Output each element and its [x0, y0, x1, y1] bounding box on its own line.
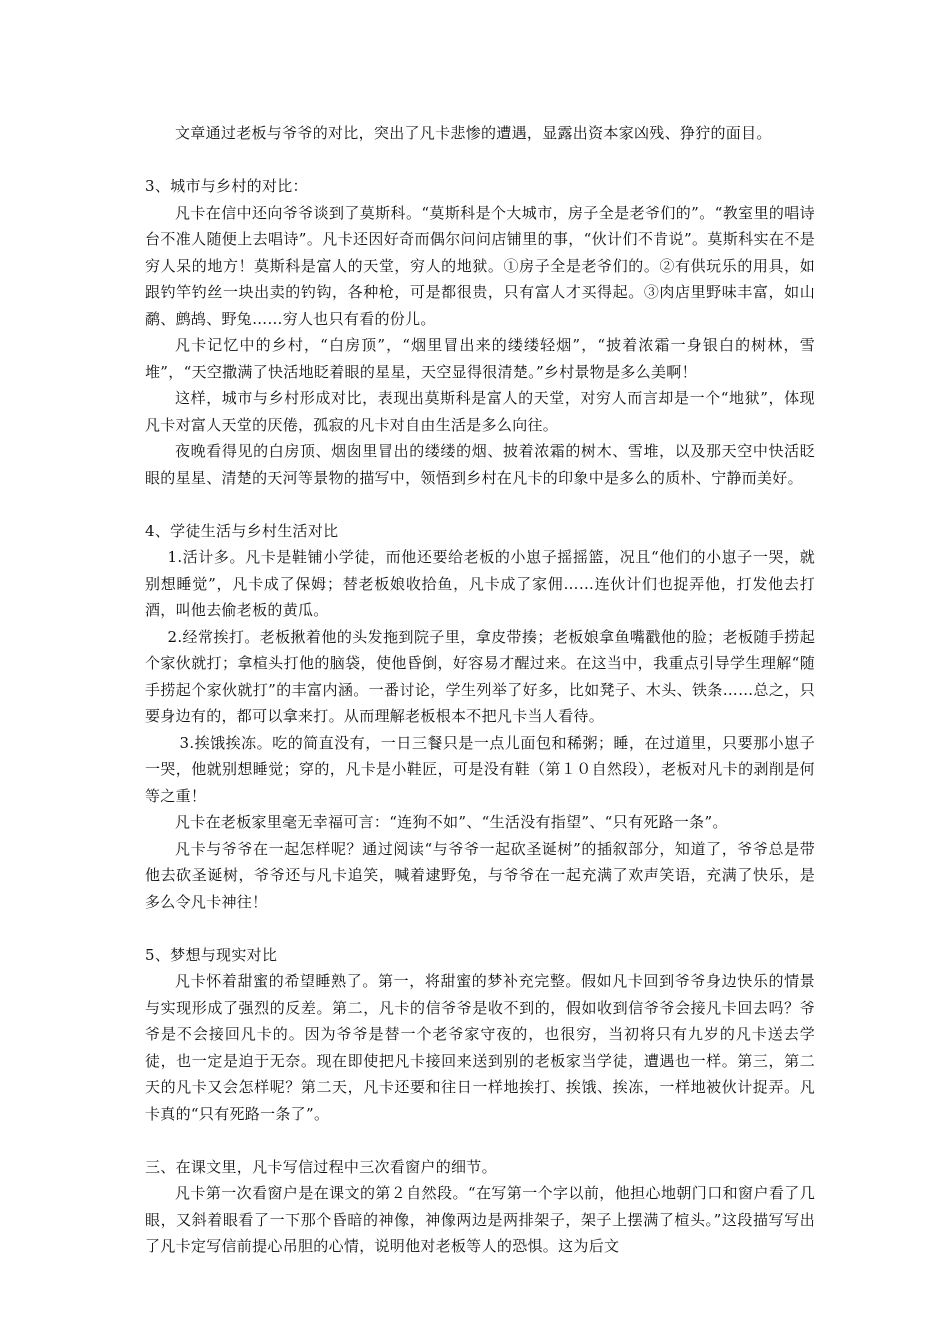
section-4-paragraph-3: 3.挨饿挨冻。吃的简直没有，一日三餐只是一点儿面包和稀粥；睡，在过道里，只要那小崽子一哭，他就别想睡觉；穿的，凡卡是小鞋匠，可是没有鞋（第１０自然段），老板对凡卡的剥削是何等之重！ — [145, 733, 815, 805]
section-3-paragraph-2: 凡卡记忆中的乡村，“白房顶”，“烟里冒出来的缕缕轻烟”，“披着浓霜一身银白的树林，雪堆”，“天空撒满了快活地眨着眼的星星，天空显得很清楚。”乡村景物是多么美啊！ — [145, 336, 815, 381]
section-4-paragraph-2: 2.经常挨打。老板揪着他的头发拖到院子里，拿皮带揍；老板娘拿鱼嘴戳他的脸；老板随手捞起个家伙就打；拿楦头打他的脑袋，使他昏倒，好容易才醒过来。在这当中，我重点引导学生理解“随手捞起个家伙就打”的丰富内涵。一番讨论，学生列举了好多，比如凳子、木头、铁条……总之，只要身边有的，都可以拿来打。从而理解老板根本不把凡卡当人看待。 — [145, 627, 815, 725]
spacer — [145, 147, 815, 174]
section-3-paragraph-3: 这样，城市与乡村形成对比，表现出莫斯科是富人的天堂，对穷人而言却是一个“地狱”，体现凡卡对富人天堂的厌倦，孤寂的凡卡对自由生活是多么向往。 — [145, 389, 815, 434]
part-three-paragraph-1: 凡卡第一次看窗户是在课文的第２自然段。“在写第一个字以前，他担心地朝门口和窗户看了几眼，又斜着眼看了一下那个昏暗的神像，神像两边是两排架子，架子上摆满了楦头。”这段描写写出了凡卡定写信前提心吊胆的心情，说明他对老板等人的恐惧。这为后文 — [145, 1184, 815, 1255]
section-4-paragraph-4: 凡卡在老板家里毫无幸福可言：“连狗不如”、“生活没有指望”、“只有死路一条”。 — [175, 813, 728, 831]
section-3-heading: 3、城市与乡村的对比： — [145, 177, 308, 195]
intro-paragraph: 文章通过老板与爷爷的对比，突出了凡卡悲惨的遭遇，显露出资本家凶残、狰狞的面目。 — [175, 124, 772, 142]
section-4-paragraph-5: 凡卡与爷爷在一起怎样呢？通过阅读“与爷爷一起砍圣诞树”的插叙部分，知道了，爷爷总是带他去砍圣诞树，爷爷还与凡卡追笑，喊着逮野兔，与爷爷在一起充满了欢声笑语，充满了快乐，是多么令凡卡神往！ — [145, 839, 815, 911]
section-5-paragraph-1: 凡卡怀着甜蜜的希望睡熟了。第一，将甜蜜的梦补充完整。假如凡卡回到爷爷身边快乐的情景与实现形成了强烈的反差。第二，凡卡的信爷爷是收不到的，假如收到信爷爷会接凡卡回去吗？爷爷是不会接回凡卡的。因为爷爷是替一个老爷家守夜的，也很穷，当初将只有九岁的凡卡送去学徒，也一定是迫于无奈。现在即使把凡卡接回来送到别的老板家当学徒，遭遇也一样。第三，第二天的凡卡又会怎样呢？第二天，凡卡还要和往日一样地挨打、挨饿、挨冻，一样地被伙计捉弄。凡卡真的“只有死路一条了”。 — [145, 972, 815, 1123]
part-three-heading: 三、在课文里，凡卡写信过程中三次看窗户的细节。 — [145, 1157, 497, 1176]
section-5-heading: 5、梦想与现实对比 — [145, 945, 278, 964]
section-4-heading: 4、学徒生活与乡村生活对比 — [145, 521, 339, 540]
spacer — [145, 491, 815, 518]
spacer — [145, 915, 815, 942]
document-page — [145, 120, 815, 1260]
spacer — [145, 1127, 815, 1154]
section-4-paragraph-1: 1.活计多。凡卡是鞋铺小学徒，而他还要给老板的小崽子摇摇篮，况且“他们的小崽子一哭，就别想睡觉”，凡卡成了保姆；替老板娘收拾鱼，凡卡成了家佣……连伙计们也捉弄他，打发他去打酒，叫他去偷老板的黄瓜。 — [145, 548, 815, 619]
section-3-paragraph-1: 凡卡在信中还向爷爷谈到了莫斯科。“莫斯科是个大城市，房子全是老爷们的”。“教室里的唱诗台不准人随便上去唱诗”。凡卡还因好奇而偶尔问问店铺里的事，“伙计们不肯说”。莫斯科实在不是穷人呆的地方！莫斯科是富人的天堂，穷人的地狱。①房子全是老爷们的。②有供玩乐的用具，如跟钓竿钓丝一块出卖的钓钩，各种枪，可是都很贵，只有富人才买得起。③肉店里野味丰富，如山鹬、鹧鸪、野兔……穷人也只有看的份儿。 — [145, 203, 815, 328]
section-3-paragraph-4: 夜晚看得见的白房顶、烟囱里冒出的缕缕的烟、披着浓霜的树木、雪堆，以及那天空中快活眨眼的星星、清楚的天河等景物的描写中，领悟到乡村在凡卡的印象中是多么的质朴、宁静而美好。 — [145, 442, 815, 487]
